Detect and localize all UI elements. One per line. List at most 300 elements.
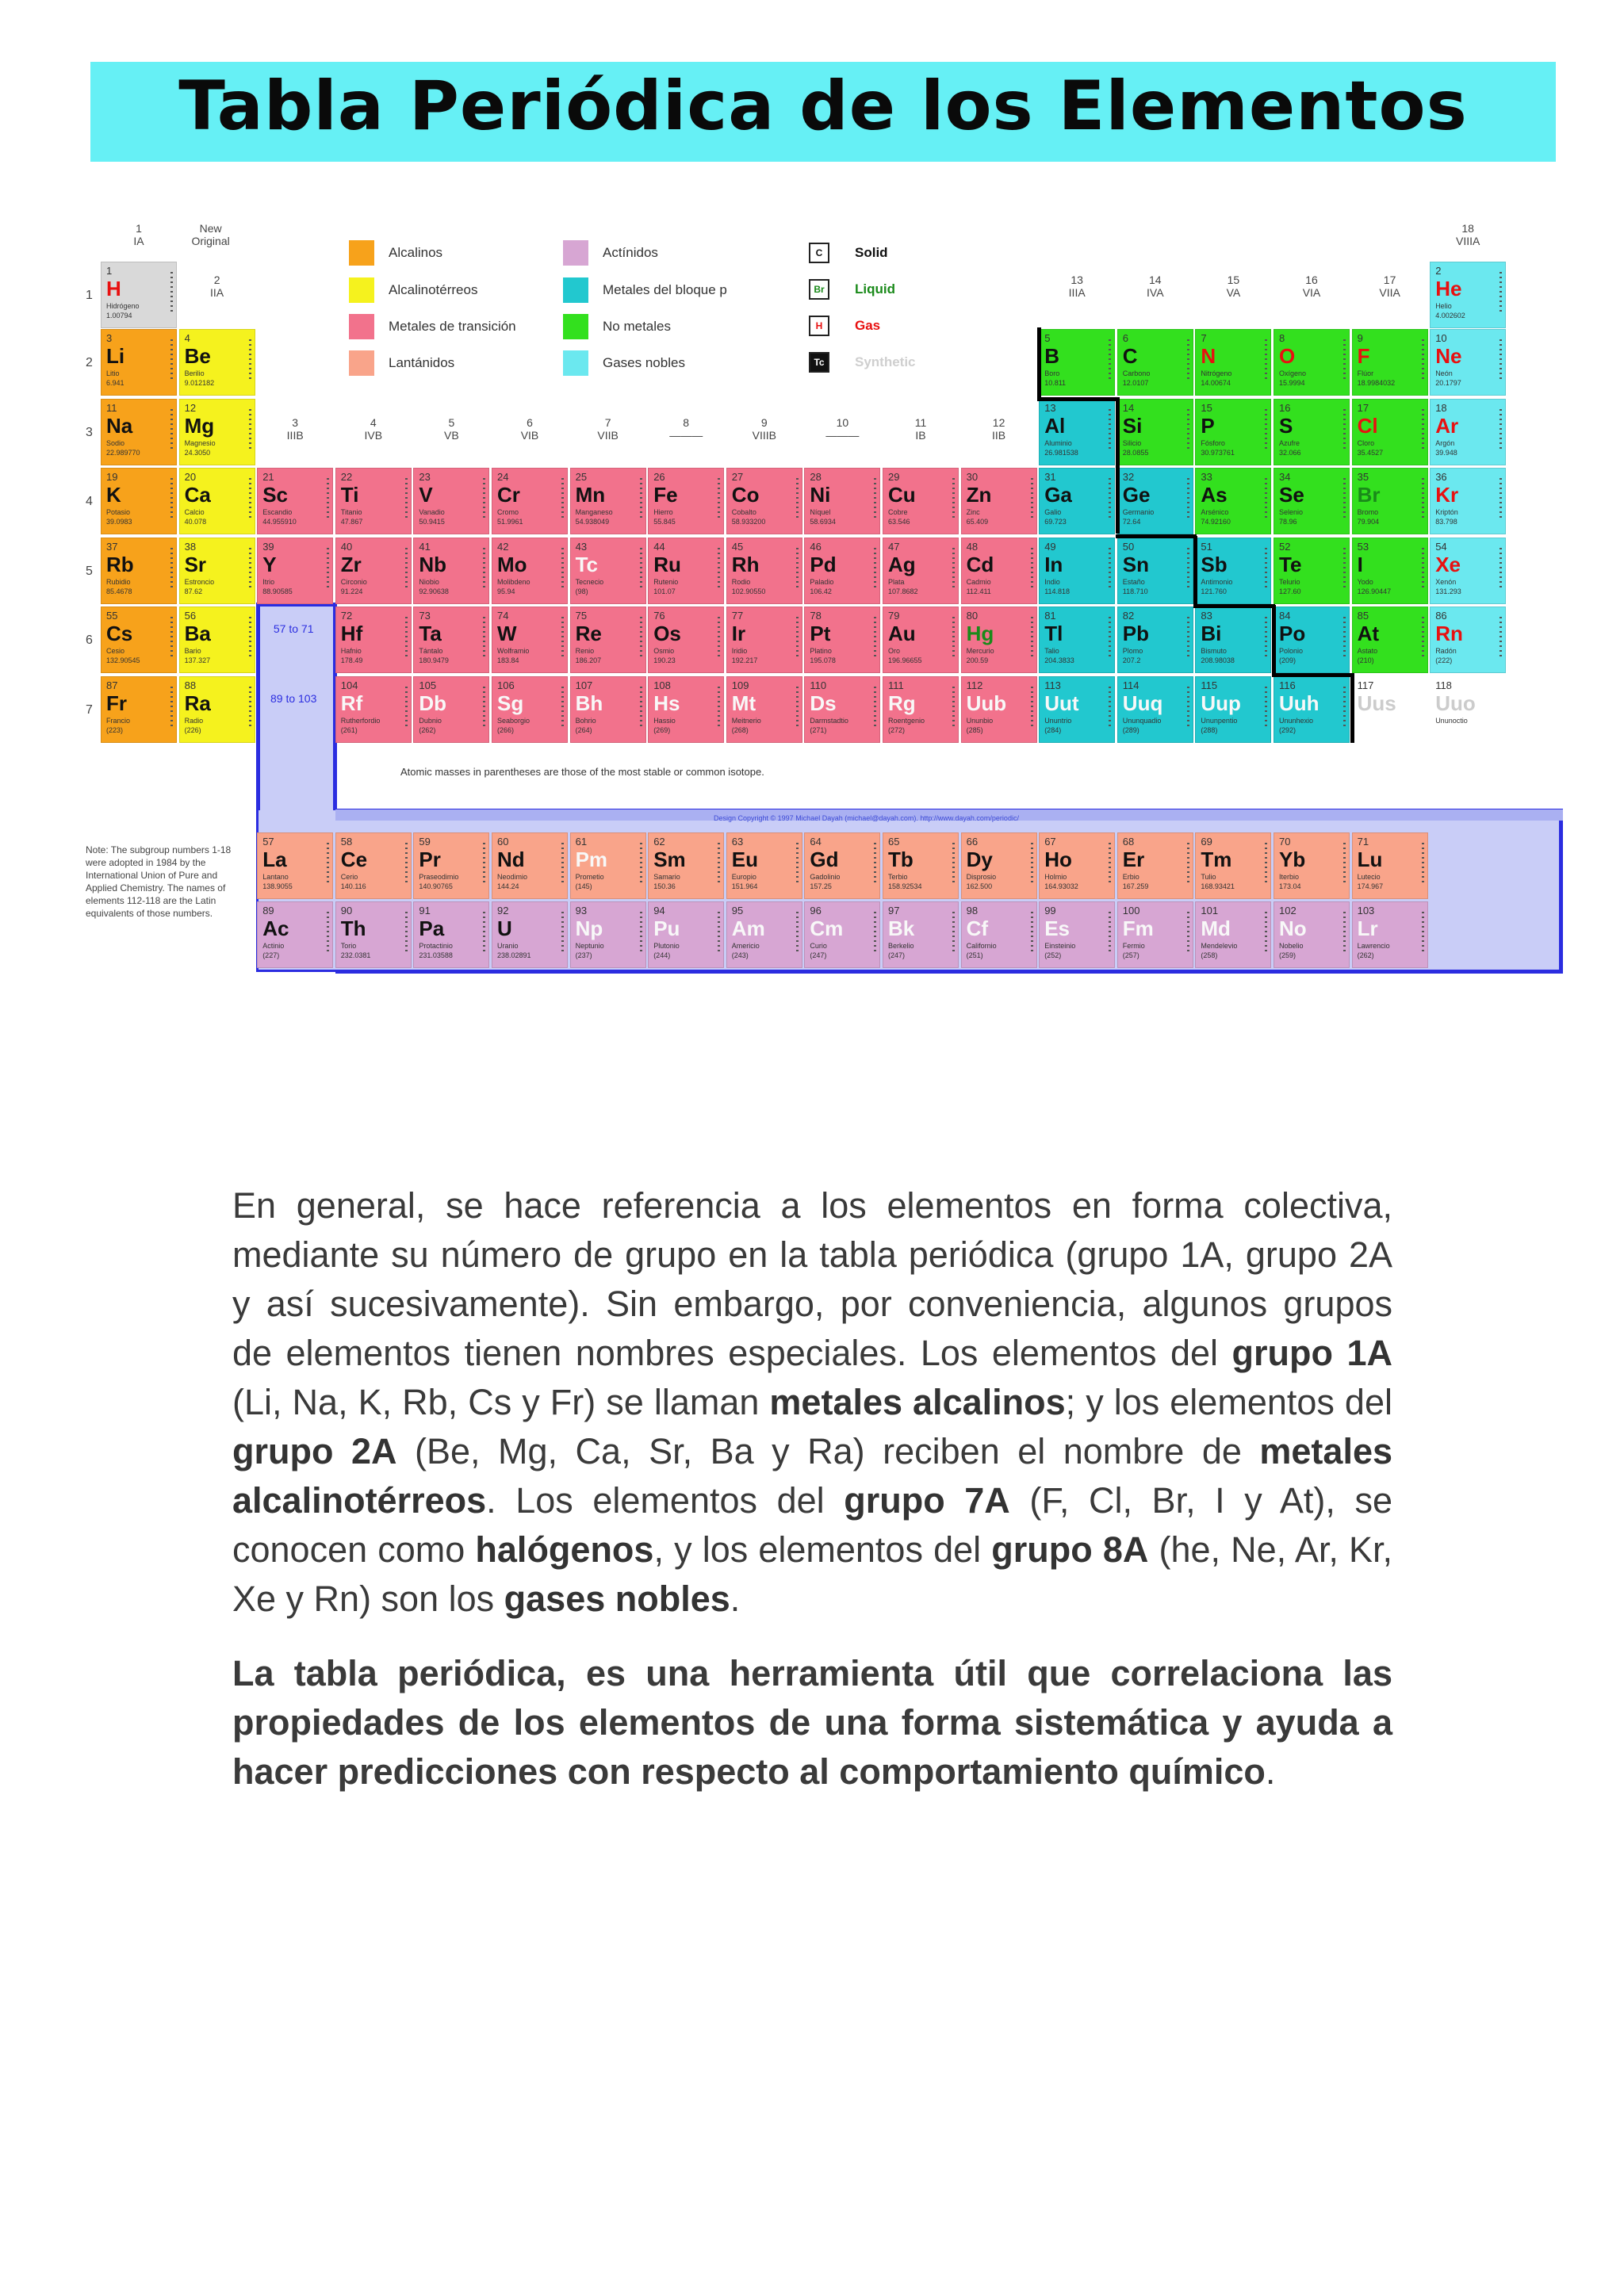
element-bk[interactable]	[883, 901, 959, 968]
electron-shell-marks	[1265, 687, 1267, 726]
element-symbol: Lu	[1357, 848, 1383, 871]
atomic-number: 6	[1122, 332, 1129, 344]
element-symbol: Th	[340, 916, 366, 940]
element-n[interactable]	[1195, 329, 1271, 396]
element-mo[interactable]	[492, 538, 568, 604]
element-ca[interactable]	[179, 468, 255, 534]
element-p[interactable]	[1195, 399, 1271, 465]
element-pb[interactable]	[1117, 607, 1193, 673]
atomic-number: 26	[653, 471, 665, 483]
atomic-mass: 63.546	[888, 518, 910, 526]
element-pa[interactable]	[413, 901, 489, 968]
element-symbol: La	[262, 848, 287, 871]
element-db[interactable]	[413, 676, 489, 743]
group-number: 15	[1227, 274, 1240, 286]
element-ga[interactable]	[1039, 468, 1115, 534]
element-ne[interactable]	[1430, 329, 1506, 396]
electron-shell-marks	[249, 548, 251, 587]
legend-label: Alcalinotérreos	[389, 282, 478, 297]
element-he[interactable]	[1430, 262, 1506, 328]
subgroup-note: Note: The subgroup numbers 1-18 were adopted in 1984 by the International Union of Pure and Applied Chemistry. The names of elements 112-118 are the Latin equivalents of those numbers.	[86, 844, 232, 919]
electron-shell-marks	[1187, 409, 1189, 449]
element-lr[interactable]	[1352, 901, 1428, 968]
electron-shell-marks	[483, 687, 485, 726]
element-ta[interactable]	[413, 607, 489, 673]
element-symbol: Am	[731, 916, 765, 940]
atomic-mass: 192.217	[731, 656, 758, 664]
atomic-mass: 69.723	[1044, 518, 1067, 526]
element-symbol: Hf	[340, 622, 363, 645]
electron-shell-marks	[1031, 843, 1033, 882]
atomic-number: 74	[497, 610, 509, 622]
element-symbol: Uus	[1357, 691, 1396, 715]
group-number: 12	[992, 416, 1005, 429]
element-rf[interactable]	[335, 676, 412, 743]
element-as[interactable]	[1195, 468, 1271, 534]
element-ru[interactable]	[648, 538, 724, 604]
element-ac[interactable]	[257, 901, 333, 968]
electron-shell-marks	[1187, 548, 1189, 587]
element-mn[interactable]	[570, 468, 646, 534]
element-name: Escandio	[262, 508, 293, 516]
element-symbol: Cu	[888, 483, 916, 507]
group-number: 1	[136, 222, 142, 235]
atomic-mass: 140.116	[340, 882, 366, 890]
element-name: Torio	[340, 942, 357, 950]
atomic-number: 61	[575, 836, 588, 848]
element-sm[interactable]	[648, 832, 724, 899]
element-cd[interactable]	[961, 538, 1037, 604]
element-ds[interactable]	[804, 676, 880, 743]
atomic-number: 77	[731, 610, 744, 622]
element-bh[interactable]	[570, 676, 646, 743]
atomic-number: 99	[1044, 905, 1056, 916]
element-name: Flúor	[1357, 369, 1374, 377]
element-cs[interactable]	[101, 607, 177, 673]
atomic-number: 49	[1044, 541, 1056, 553]
element-uup[interactable]	[1195, 676, 1271, 743]
element-hs[interactable]	[648, 676, 724, 743]
element-symbol: Ir	[731, 622, 746, 645]
element-k[interactable]	[101, 468, 177, 534]
element-mt[interactable]	[726, 676, 802, 743]
atomic-number: 81	[1044, 610, 1056, 622]
element-no[interactable]	[1274, 901, 1350, 968]
element-symbol: N	[1201, 344, 1216, 368]
atomic-mass: 162.500	[966, 882, 993, 890]
element-name: Oxígeno	[1279, 369, 1307, 377]
element-cl[interactable]	[1352, 399, 1428, 465]
element-ba[interactable]	[179, 607, 255, 673]
atomic-number: 88	[184, 679, 197, 691]
atomic-number: 117	[1357, 679, 1374, 691]
element-name: Gadolinio	[810, 873, 841, 881]
element-re[interactable]	[570, 607, 646, 673]
element-sc[interactable]	[257, 468, 333, 534]
electron-shell-marks	[718, 617, 720, 656]
element-li[interactable]	[101, 329, 177, 396]
group-number: 5	[448, 416, 455, 429]
element-symbol: Ds	[810, 691, 837, 715]
element-fr[interactable]	[101, 676, 177, 743]
element-b[interactable]	[1039, 329, 1115, 396]
element-te[interactable]	[1274, 538, 1350, 604]
element-hg[interactable]	[961, 607, 1037, 673]
element-symbol: Mt	[731, 691, 756, 715]
element-symbol: Zn	[966, 483, 992, 507]
element-uuq[interactable]	[1117, 676, 1193, 743]
text-run: .	[1265, 1751, 1276, 1792]
element-symbol: Po	[1279, 622, 1306, 645]
electron-shell-marks	[1109, 409, 1111, 449]
element-ge[interactable]	[1117, 468, 1193, 534]
atomic-number: 75	[575, 610, 588, 622]
element-name: Magnesio	[184, 439, 216, 447]
element-name: Neodimio	[497, 873, 528, 881]
element-pt[interactable]	[804, 607, 880, 673]
atomic-mass: 231.03588	[419, 951, 453, 959]
electron-shell-marks	[1031, 548, 1033, 587]
electron-shell-marks	[249, 687, 251, 726]
element-y[interactable]	[257, 538, 333, 604]
element-symbol: Li	[106, 344, 125, 368]
atomic-mass: 22.989770	[106, 449, 140, 457]
state-key-box: H	[809, 316, 829, 336]
element-s[interactable]	[1274, 399, 1350, 465]
element-lu[interactable]	[1352, 832, 1428, 899]
element-rb[interactable]	[101, 538, 177, 604]
element-symbol: Au	[888, 622, 916, 645]
element-uut[interactable]	[1039, 676, 1115, 743]
element-name: Cloro	[1357, 439, 1375, 447]
element-ho[interactable]	[1039, 832, 1115, 899]
element-cr[interactable]	[492, 468, 568, 534]
element-in[interactable]	[1039, 538, 1115, 604]
electron-shell-marks	[640, 548, 642, 587]
atomic-number: 11	[106, 402, 117, 414]
element-name: Silicio	[1122, 439, 1142, 447]
element-name: Iterbio	[1279, 873, 1300, 881]
state-key-label: Solid	[855, 245, 888, 260]
element-ar[interactable]	[1430, 399, 1506, 465]
element-th[interactable]	[335, 901, 412, 968]
element-np[interactable]	[570, 901, 646, 968]
element-symbol: Si	[1122, 414, 1143, 438]
element-bi[interactable]	[1195, 607, 1271, 673]
legend-swatch	[349, 277, 374, 303]
element-h[interactable]	[101, 262, 177, 328]
element-name: Disprosio	[966, 873, 997, 881]
element-rg[interactable]	[883, 676, 959, 743]
atomic-number: 83	[1201, 610, 1212, 622]
atomic-number: 3	[106, 332, 113, 344]
element-w[interactable]	[492, 607, 568, 673]
element-ce[interactable]	[335, 832, 412, 899]
legend-label: Gases nobles	[603, 355, 685, 370]
element-co[interactable]	[726, 468, 802, 534]
atomic-mass: 83.798	[1435, 518, 1457, 526]
element-be[interactable]	[179, 329, 255, 396]
element-symbol: Be	[184, 344, 211, 368]
atomic-number: 45	[731, 541, 744, 553]
atomic-number: 30	[966, 471, 979, 483]
element-la[interactable]	[257, 832, 333, 899]
electron-shell-marks	[405, 843, 408, 882]
element-fe[interactable]	[648, 468, 724, 534]
atomic-number: 18	[1435, 402, 1447, 414]
element-se[interactable]	[1274, 468, 1350, 534]
atomic-number: 101	[1201, 905, 1219, 916]
element-symbol: Os	[653, 622, 681, 645]
element-tb[interactable]	[883, 832, 959, 899]
element-name: Talio	[1044, 647, 1059, 655]
atomic-mass: (292)	[1279, 726, 1297, 734]
atomic-number: 36	[1435, 471, 1447, 483]
element-symbol: Tm	[1201, 848, 1232, 871]
electron-shell-marks	[796, 687, 799, 726]
element-hf[interactable]	[335, 607, 412, 673]
element-name: Osmio	[653, 647, 675, 655]
group-roman: IIB	[992, 429, 1006, 442]
element-si[interactable]	[1117, 399, 1193, 465]
group-roman: VIIIB	[752, 429, 776, 442]
element-yb[interactable]	[1274, 832, 1350, 899]
atomic-mass-note: Atomic masses in parentheses are those of the most stable or common isotope.	[400, 766, 764, 778]
period-label: 3	[86, 426, 93, 439]
element-tl[interactable]	[1039, 607, 1115, 673]
element-name: Plomo	[1122, 647, 1143, 655]
electron-shell-marks	[1500, 478, 1502, 518]
electron-shell-marks	[1500, 272, 1502, 312]
atomic-number: 21	[262, 471, 274, 483]
element-ag[interactable]	[883, 538, 959, 604]
electron-shell-marks	[1265, 478, 1267, 518]
atomic-number: 95	[731, 905, 744, 916]
text-run: (Li, Na, K, Rb, Cs y Fr) se llaman	[232, 1382, 770, 1422]
element-pu[interactable]	[648, 901, 724, 968]
atomic-number: 34	[1279, 471, 1291, 483]
element-au[interactable]	[883, 607, 959, 673]
bold-term: grupo 7A	[844, 1480, 1010, 1521]
electron-shell-marks	[170, 478, 173, 518]
element-tm[interactable]	[1195, 832, 1271, 899]
element-eu[interactable]	[726, 832, 802, 899]
state-key-label: Liquid	[855, 281, 895, 297]
electron-shell-marks	[1265, 912, 1267, 951]
element-ni[interactable]	[804, 468, 880, 534]
element-fm[interactable]	[1117, 901, 1193, 968]
atomic-mass: 87.62	[184, 587, 203, 595]
electron-shell-marks	[1265, 548, 1267, 587]
element-sb[interactable]	[1195, 538, 1271, 604]
element-symbol: Pm	[575, 848, 608, 871]
element-rh[interactable]	[726, 538, 802, 604]
atomic-mass: (261)	[340, 726, 358, 734]
atomic-number: 57	[262, 836, 274, 848]
page-title: Tabla Periódica de los Elementos	[178, 67, 1468, 146]
element-name: Sodio	[106, 439, 125, 447]
element-name: Molibdeno	[497, 578, 530, 586]
element-br[interactable]	[1352, 468, 1428, 534]
element-u[interactable]	[492, 901, 568, 968]
legend-label: No metales	[603, 319, 671, 334]
element-symbol: Ni	[810, 483, 831, 507]
metalloid-line	[1350, 673, 1354, 743]
electron-shell-marks	[405, 548, 408, 587]
atomic-number: 51	[1201, 541, 1212, 553]
element-o[interactable]	[1274, 329, 1350, 396]
element-ti[interactable]	[335, 468, 412, 534]
electron-shell-marks	[483, 548, 485, 587]
element-at[interactable]	[1352, 607, 1428, 673]
group-number: 17	[1383, 274, 1396, 286]
atomic-number: 58	[340, 836, 353, 848]
atomic-mass: (269)	[653, 726, 671, 734]
element-tc[interactable]	[570, 538, 646, 604]
electron-shell-marks	[1343, 409, 1346, 449]
electron-shell-marks	[170, 548, 173, 587]
group-roman: IIA	[210, 286, 224, 299]
element-uuo[interactable]	[1430, 676, 1506, 743]
metalloid-line	[1193, 536, 1197, 606]
element-zr[interactable]	[335, 538, 412, 604]
element-md[interactable]	[1195, 901, 1271, 968]
electron-shell-marks	[483, 843, 485, 882]
atomic-mass: 150.36	[653, 882, 676, 890]
element-zn[interactable]	[961, 468, 1037, 534]
atomic-number: 105	[419, 679, 437, 691]
element-symbol: U	[497, 916, 512, 940]
element-pm[interactable]	[570, 832, 646, 899]
element-i[interactable]	[1352, 538, 1428, 604]
atomic-mass: 65.409	[966, 518, 989, 526]
element-sn[interactable]	[1117, 538, 1193, 604]
legend-label: Lantánidos	[389, 355, 455, 370]
atomic-number: 52	[1279, 541, 1291, 553]
element-uus[interactable]	[1352, 676, 1428, 743]
atomic-number: 79	[888, 610, 900, 622]
element-symbol: B	[1044, 344, 1059, 368]
electron-shell-marks	[1109, 339, 1111, 379]
element-uuh[interactable]	[1274, 676, 1350, 743]
element-symbol: Ta	[419, 622, 442, 645]
element-nb[interactable]	[413, 538, 489, 604]
element-c[interactable]	[1117, 329, 1193, 396]
element-ra[interactable]	[179, 676, 255, 743]
element-pd[interactable]	[804, 538, 880, 604]
element-name: Niobio	[419, 578, 439, 586]
element-na[interactable]	[101, 399, 177, 465]
element-cf[interactable]	[961, 901, 1037, 968]
atomic-number: 33	[1201, 471, 1212, 483]
element-dy[interactable]	[961, 832, 1037, 899]
element-ir[interactable]	[726, 607, 802, 673]
atomic-number: 62	[653, 836, 665, 848]
group-roman: VIIB	[597, 429, 619, 442]
atomic-mass: 9.012182	[184, 379, 215, 387]
atomic-number: 108	[653, 679, 671, 691]
group-number: 2	[213, 274, 220, 286]
element-symbol: Nd	[497, 848, 525, 871]
element-name: Ununpentio	[1201, 717, 1238, 725]
element-er[interactable]	[1117, 832, 1193, 899]
element-name: Renio	[575, 647, 595, 655]
element-name: Hidrógeno	[106, 302, 140, 310]
atomic-number: 106	[497, 679, 515, 691]
metalloid-line	[1193, 604, 1275, 608]
atomic-mass: 88.90585	[262, 587, 293, 595]
element-sr[interactable]	[179, 538, 255, 604]
group-header-g16	[1274, 274, 1350, 299]
electron-shell-marks	[952, 912, 955, 951]
element-symbol: Mg	[184, 414, 215, 438]
element-symbol: Pu	[653, 916, 680, 940]
element-al[interactable]	[1039, 399, 1115, 465]
atomic-mass: 58.933200	[731, 518, 766, 526]
atomic-mass: 15.9994	[1279, 379, 1305, 387]
atomic-mass: (145)	[575, 882, 592, 890]
element-os[interactable]	[648, 607, 724, 673]
element-xe[interactable]	[1430, 538, 1506, 604]
element-kr[interactable]	[1430, 468, 1506, 534]
element-symbol: Db	[419, 691, 447, 715]
electron-shell-marks	[1187, 843, 1189, 882]
electron-shell-marks	[718, 548, 720, 587]
element-am[interactable]	[726, 901, 802, 968]
atomic-mass: 44.955910	[262, 518, 297, 526]
atomic-number: 91	[419, 905, 431, 916]
element-mg[interactable]	[179, 399, 255, 465]
element-name: Estroncio	[184, 578, 215, 586]
element-name: Circonio	[340, 578, 367, 586]
element-uub[interactable]	[961, 676, 1037, 743]
element-rn[interactable]	[1430, 607, 1506, 673]
element-po[interactable]	[1274, 607, 1350, 673]
element-sg[interactable]	[492, 676, 568, 743]
atomic-mass: 85.4678	[106, 587, 132, 595]
element-pr[interactable]	[413, 832, 489, 899]
element-name: Azufre	[1279, 439, 1300, 447]
element-v[interactable]	[413, 468, 489, 534]
atomic-mass: 24.3050	[184, 449, 211, 457]
group-number: 6	[527, 416, 533, 429]
atomic-mass: (247)	[888, 951, 906, 959]
element-nd[interactable]	[492, 832, 568, 899]
atomic-mass: 20.1797	[1435, 379, 1461, 387]
element-f[interactable]	[1352, 329, 1428, 396]
element-cu[interactable]	[883, 468, 959, 534]
group-header-g17	[1352, 274, 1428, 299]
atomic-mass: (257)	[1122, 951, 1139, 959]
atomic-mass: 174.967	[1357, 882, 1384, 890]
metalloid-line	[1037, 327, 1041, 397]
group-header-g11	[883, 416, 959, 442]
text-run: (F, Cl, Br, I y At), se conocen como	[232, 1480, 1392, 1570]
atomic-number: 5	[1044, 332, 1051, 344]
electron-shell-marks	[1187, 687, 1189, 726]
atomic-number: 100	[1122, 905, 1140, 916]
electron-shell-marks	[1265, 409, 1267, 449]
atomic-number: 110	[810, 679, 827, 691]
atomic-mass: (272)	[888, 726, 906, 734]
atomic-mass: (222)	[1435, 656, 1453, 664]
legend-swatch	[563, 350, 588, 376]
legend-swatch	[349, 240, 374, 266]
atomic-mass: (98)	[575, 587, 588, 595]
element-es[interactable]	[1039, 901, 1115, 968]
element-gd[interactable]	[804, 832, 880, 899]
element-cm[interactable]	[804, 901, 880, 968]
